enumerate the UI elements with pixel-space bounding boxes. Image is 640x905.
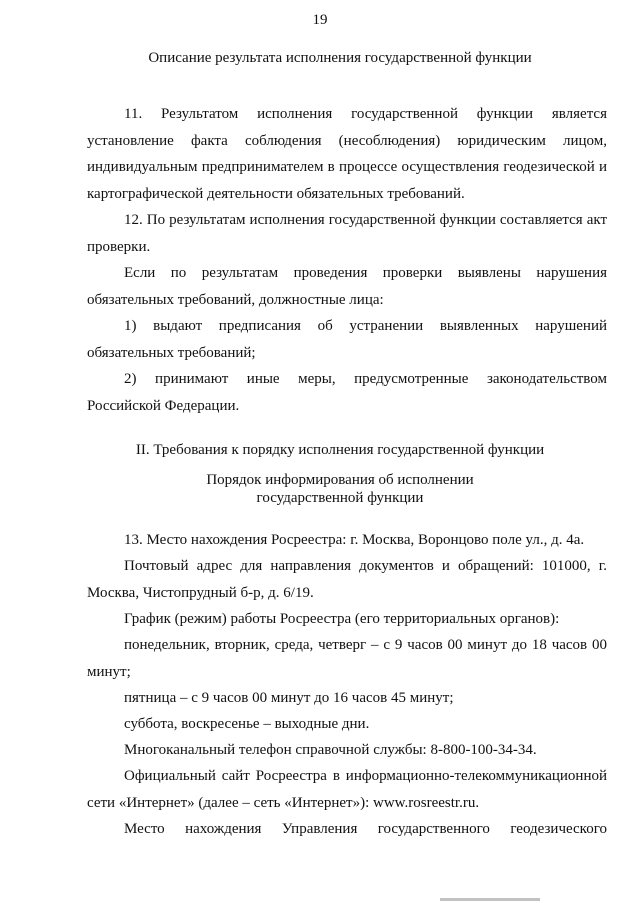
schedule-friday: пятница – с 9 часов 00 минут до 16 часов 45 минут; <box>124 690 454 706</box>
schedule-weekdays: понедельник, вторник, среда, четверг – с 9 часов 00 минут до 18 часов 00 минут; <box>87 637 607 680</box>
paragraph-postal-address: Почтовый адрес для направления документов и обращений: 101000, г. Москва, Чистопрудный б-р, д. 6/19. <box>87 558 607 601</box>
paragraph-12: 12. По результатам исполнения государственной функции составляется акт проверки. <box>87 212 607 255</box>
scan-artifact-line <box>440 898 540 901</box>
schedule-title: График (режим) работы Росреестра (его территориальных органов): <box>124 611 560 627</box>
website-paragraph: Официальный сайт Росреестра в информационно-телекоммуникационной сети «Интернет» (далее – сеть «Интернет»): www.rosreestr.ru. <box>87 768 607 811</box>
list-item-1: 1) выдают предписания об устранении выявленных нарушений обязательных требований; <box>87 318 607 361</box>
paragraph-13: 13. Место нахождения Росреестра: г. Москва, Воронцово поле ул., д. 4а. <box>124 532 585 548</box>
location-partial: Место нахождения Управления государственного геодезического <box>124 821 607 837</box>
phone-line: Многоканальный телефон справочной службы: 8-800-100-34-34. <box>124 742 537 758</box>
schedule-weekend: суббота, воскресенье – выходные дни. <box>124 716 370 732</box>
paragraph-11: 11. Результатом исполнения государственной функции является установление факта соблюдения (несоблюдения) юридическим лицом, индивидуальным предпринимателем в процессе осуществления геодезической и картографической деятельности обязательных требований. <box>87 106 607 202</box>
subheading-line-1: Порядок информирования об исполнении <box>206 472 474 488</box>
paragraph-violations: Если по результатам проведения проверки выявлены нарушения обязательных требований, должностные лица: <box>87 265 607 308</box>
section-heading-result: Описание результата исполнения государственной функции <box>148 50 532 66</box>
section-heading-requirements: II. Требования к порядку исполнения государственной функции <box>135 442 545 458</box>
list-item-2: 2) принимают иные меры, предусмотренные законодательством Российской Федерации. <box>87 371 607 414</box>
subheading-line-2: государственной функции <box>256 490 424 506</box>
page-number: 19 <box>312 12 328 28</box>
